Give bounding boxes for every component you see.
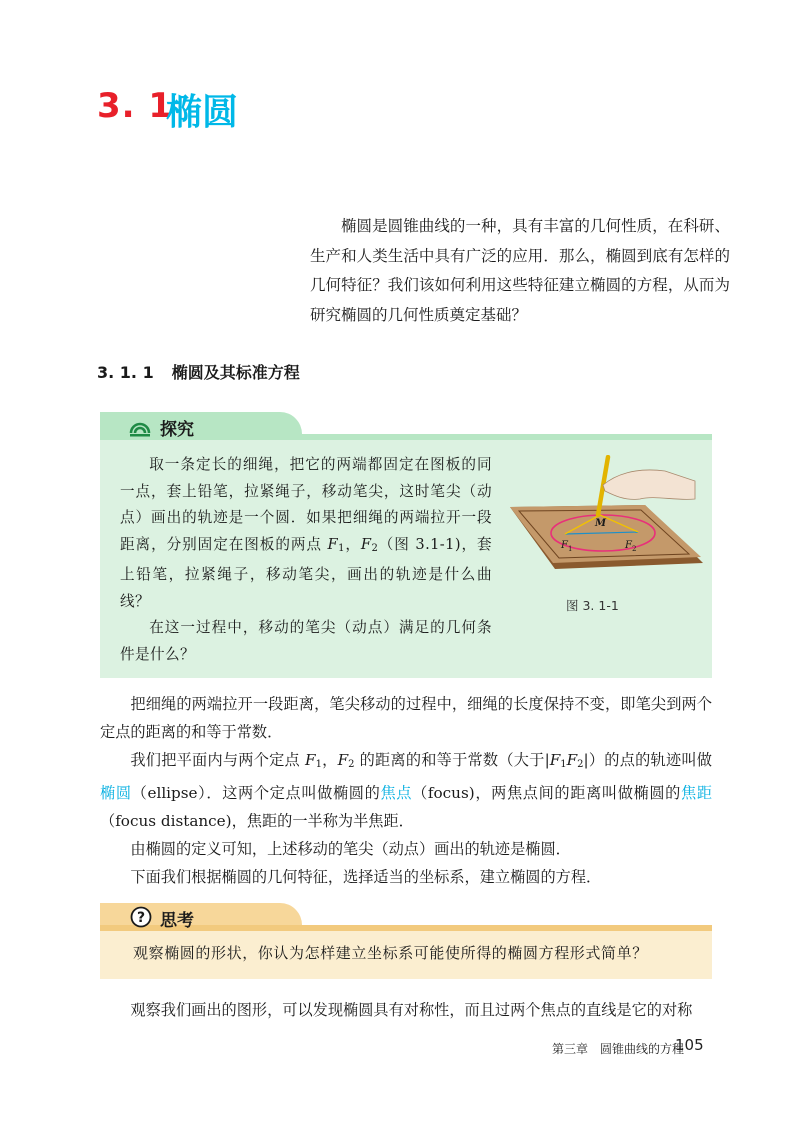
keyword-focus: 焦点 (380, 784, 413, 802)
def-f4-sub: 2 (577, 759, 584, 770)
intro-text: 椭圆是圆锥曲线的一种，具有丰富的几何性质，在科研、生产和人类生活中具有广泛的应用．那么，椭圆到底有怎样的几何特征？我们该如何利用这些特征建立椭圆的方程，从而为研究椭圆的几何性质奠定基础？ (310, 217, 730, 324)
def-b: 的距离的和等于常数（大于| (354, 751, 550, 769)
body-paragraph-5: 观察我们画出的图形，可以发现椭圆具有对称性，而且过两个焦点的直线是它的对称 (130, 1001, 693, 1019)
figure-ellipse-board (505, 455, 705, 590)
def-d: （ellipse）．这两个定点叫做椭圆的 (131, 784, 381, 802)
explore-arc-icon (129, 418, 151, 438)
think-label: 思考 (160, 911, 194, 931)
def-c: |）的点的轨迹叫做 (583, 751, 712, 769)
footer-chapter: 第三章 圆锥曲线的方程 (552, 1042, 685, 1056)
def-f2-sub: 2 (348, 759, 355, 770)
point-f2-sub: 2 (632, 545, 637, 553)
section-title: 椭圆 (166, 92, 239, 133)
def-f3: F (549, 751, 561, 769)
point-f1-sub: 1 (568, 545, 573, 553)
f1-symbol: F (327, 535, 339, 553)
explore-p1-a: 取一条定长的细绳，把它的两端都固定在图板的同一点，套上铅笔，拉紧绳子，移动笔尖，这时笔尖（动点）画出的轨迹是一个圆．如果把细绳的两端拉开一段距离，分别固定在图板的两点 (120, 456, 492, 553)
point-f1-label: F (561, 540, 568, 551)
body-paragraph-4: 下面我们根据椭圆的几何特征，选择适当的坐标系，建立椭圆的方程． (130, 868, 602, 886)
f1-subscript: 1 (338, 542, 345, 554)
page-number: 105 (675, 1036, 704, 1054)
def-a: 我们把平面内与两个定点 (130, 751, 306, 769)
body-paragraph-3: 由椭圆的定义可知，上述移动的笔尖（动点）画出的轨迹是椭圆． (130, 840, 571, 858)
point-f2-label: F (625, 540, 632, 551)
explore-paragraph-2: 在这一过程中，移动的笔尖（动点）满足的几何条件是什么？ (120, 619, 492, 663)
def-f2: F (337, 751, 349, 769)
f2-symbol: F (360, 535, 372, 553)
explore-sep: ， (344, 535, 361, 553)
def-f: （focus distance)，焦距的一半称为半焦距． (100, 812, 414, 830)
def-f1: F (305, 751, 316, 769)
explore-p1-b: （图 3.1-1)，套上铅笔，拉紧绳子，移动笔尖，画出的轨迹是什么曲线？ (120, 535, 492, 610)
keyword-focal-distance: 焦距 (681, 784, 713, 802)
body-paragraph-1: 把细绳的两端拉开一段距离，笔尖移动的过程中，细绳的长度保持不变，即笔尖到两个定点的距离的和等于常数． (100, 695, 712, 741)
think-text: 观察椭圆的形状，你认为怎样建立坐标系可能使所得的椭圆方程形式简单？ (133, 944, 648, 962)
main-body (100, 690, 712, 891)
explore-paragraph-1 (120, 452, 492, 615)
f2-subscript: 2 (371, 542, 379, 554)
def-e: （focus)，两焦点间的距离叫做椭圆的 (412, 784, 682, 802)
subsection-heading (97, 360, 300, 383)
point-m-label: M (595, 518, 607, 529)
svg-text:?: ? (136, 910, 146, 926)
intro-paragraph (310, 212, 730, 330)
keyword-ellipse: 椭圆 (100, 784, 132, 802)
figure-caption: 图 3. 1-1 (566, 598, 619, 613)
def-f1-sub: 1 (315, 759, 322, 770)
explore-text (120, 452, 492, 668)
hand (603, 470, 695, 499)
def-f3-sub: 1 (560, 759, 567, 770)
body-paragraph-2 (100, 746, 712, 835)
question-mark-icon (130, 906, 152, 928)
subsection-number: 3. 1. 1 (97, 363, 154, 382)
def-sep: ， (321, 751, 338, 769)
explore-label: 探究 (160, 420, 194, 440)
section-number: 3. 1 (97, 86, 174, 126)
def-f4: F (566, 751, 578, 769)
subsection-title: 椭圆及其标准方程 (171, 363, 300, 382)
